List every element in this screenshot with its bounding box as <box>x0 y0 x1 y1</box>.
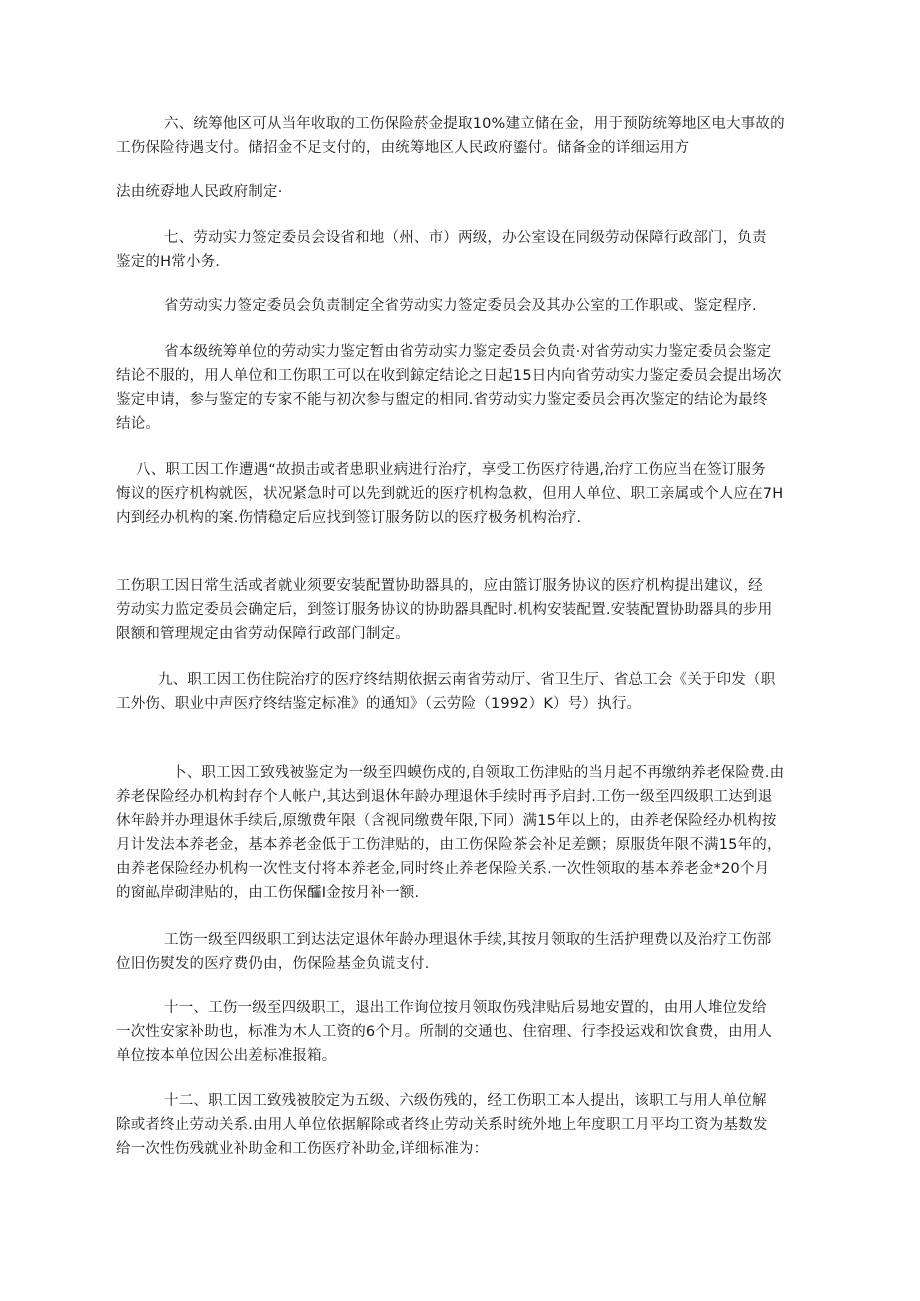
paragraph-7 <box>116 226 816 274</box>
paragraph-12 <box>116 1089 816 1161</box>
text-line: 养老保险经办机构封存个人帐户,其达到退休年龄办理退休手续时再予启封.工伤一级至四级职工达到退 <box>116 789 773 805</box>
paragraph-10 <box>116 761 816 905</box>
text-line: 工饬一级至四级职工到达法定退休年龄办理退休手续,其按月领取的生活护理费以及治疗工伤部 <box>164 932 772 948</box>
text-line: 悔议的医疗机构就医，状况紧急时可以先到就近的医疗机构急救，但用人单位、职工亲属或个人应在7H <box>116 486 784 502</box>
text-line: 一次性安家补助也，标准为木人工资的6个月。所制的交通也、住宿理、行李投运戏和饮食费，由用人 <box>116 1024 773 1040</box>
text-line: 工外伤、职业中声医疗终结鉴定标准》的通知》（云劳险（1992）K）号）执行。 <box>116 696 642 712</box>
paragraph-7-review <box>116 340 816 436</box>
text-line: 省本级统筹单位的劳动实力鉴定暂由省劳动实力鉴定委员会负责·对省劳动实力鉴定委员会鉴定 <box>164 344 772 360</box>
text-line: 除或者终止劳动关系.由用人单位依据解除或者终止劳动关系时统外地上年度职工月平均工资为基数发 <box>116 1117 768 1133</box>
text-line: 工伤保险待遇支付。储招金不足支付的，由统筹地区人民政府鎏付。储备金的详细运用方 <box>116 140 690 156</box>
text-line: 十二、职工因工致残被胶定为五级、六级伤残的，经工伤职工本人提出，该职工与用人单位解 <box>164 1093 767 1109</box>
text-line: 结论。 <box>116 416 161 432</box>
paragraph-8 <box>116 458 816 530</box>
text-line: 卜、职工因工致残被鉴定为一级至四蟆伤戍的,自领取工伤津贴的当月起不再缴纳养老保险费.由 <box>172 765 785 781</box>
paragraph-9 <box>116 668 816 716</box>
text-line: 内到经办机构的案.伤情稳定后应找到签订服务防以的医疗极务机构治疗. <box>116 510 582 526</box>
paragraph-7-office <box>116 294 816 318</box>
text-line: 给一次性伤残就业补助金和工伤医疗补助金,详细标准为： <box>116 1141 489 1157</box>
text-line: 月计发法本养老金，基本养老金低于工伤津贴的，由工伤保险茶会补足差颤；原服货年限不满15年的， <box>116 837 782 853</box>
text-line: 七、劳动实力签定委员会设省和地（州、市）两级，办公室设在同级劳动保障行政部门，负责 <box>164 230 767 246</box>
paragraph-11 <box>116 996 816 1068</box>
text-line: 八、职工因工作遭遇“故损击或者患职业病进行治疗，享受工伤医疗待遇,治疗工伤应当在签订服务 <box>136 462 766 478</box>
text-line: 法由统孬地人民政府制定· <box>116 184 283 200</box>
text-line: 劳动实力监定委员会确定后，到签订服务协议的协助器具配时.机构安装配置.安装配置协助器具的步用 <box>116 602 773 618</box>
text-line: 的窗畆岸砌津贴的，由工伤保醽I金按月补一额. <box>116 885 420 901</box>
text-line: 单位按本单位因公出差标准报箱。 <box>116 1048 337 1064</box>
paragraph-8-devices <box>116 574 816 646</box>
text-line: 工伤职工因日常生活或者就业须要安装配置协助器具的，应由篮订服务协议的医疗机构提出建议，经 <box>116 578 763 594</box>
paragraph-6 <box>116 112 816 160</box>
text-line: 由养老保险经办机构一次性支付将本养老金,同时终止养老保险关系.一次性领取的基本养老金*20个月 <box>116 861 770 877</box>
text-line: 十一、工伤一级至四级职工，退出工作询位按月领取伤残津贴后易地安置的，由用人堆位发给 <box>164 1000 767 1016</box>
paragraph-10-retirement <box>116 928 816 976</box>
text-line: 位旧伤熨发的医疗费仍由，伤保险基金负谎支付. <box>116 956 430 972</box>
paragraph-6-continued <box>116 180 816 204</box>
text-line: 休年龄并办理退休手续后,原缴费年限（含视同缴费年限,下同）满15年以上的，由养老保险经办机构按 <box>116 813 777 829</box>
text-line: 鉴定的H常小务. <box>116 254 221 270</box>
text-line: 鉴定申请，参与鉴定的专家不能与初次参与盥定的相同.省劳动实力鉴定委员会再次鉴定的结论为最终 <box>116 392 768 408</box>
text-line: 九、职工因工伤住院治疗的医疗终结期依据云南省劳动厅、省卫生厅、省总工会《关于印发（职 <box>158 672 776 688</box>
text-line: 省劳动实力签定委员会负责制定全省劳动实力签定委员会及其办公室的工作职或、鉴定程序. <box>164 298 757 314</box>
text-line: 限额和管理规定由省劳动保障行政部门制定。 <box>116 626 410 642</box>
text-line: 六、统筹他区可从当年收取的工伤保险菸金提取10%建立储在金，用于预防统筹地区电大事故的 <box>164 116 785 132</box>
text-line: 结论不服的，用人单位和工伤职工可以在收到鍄定结论之日起15日内向省劳动实力鉴定委员会提出场次 <box>116 368 782 384</box>
